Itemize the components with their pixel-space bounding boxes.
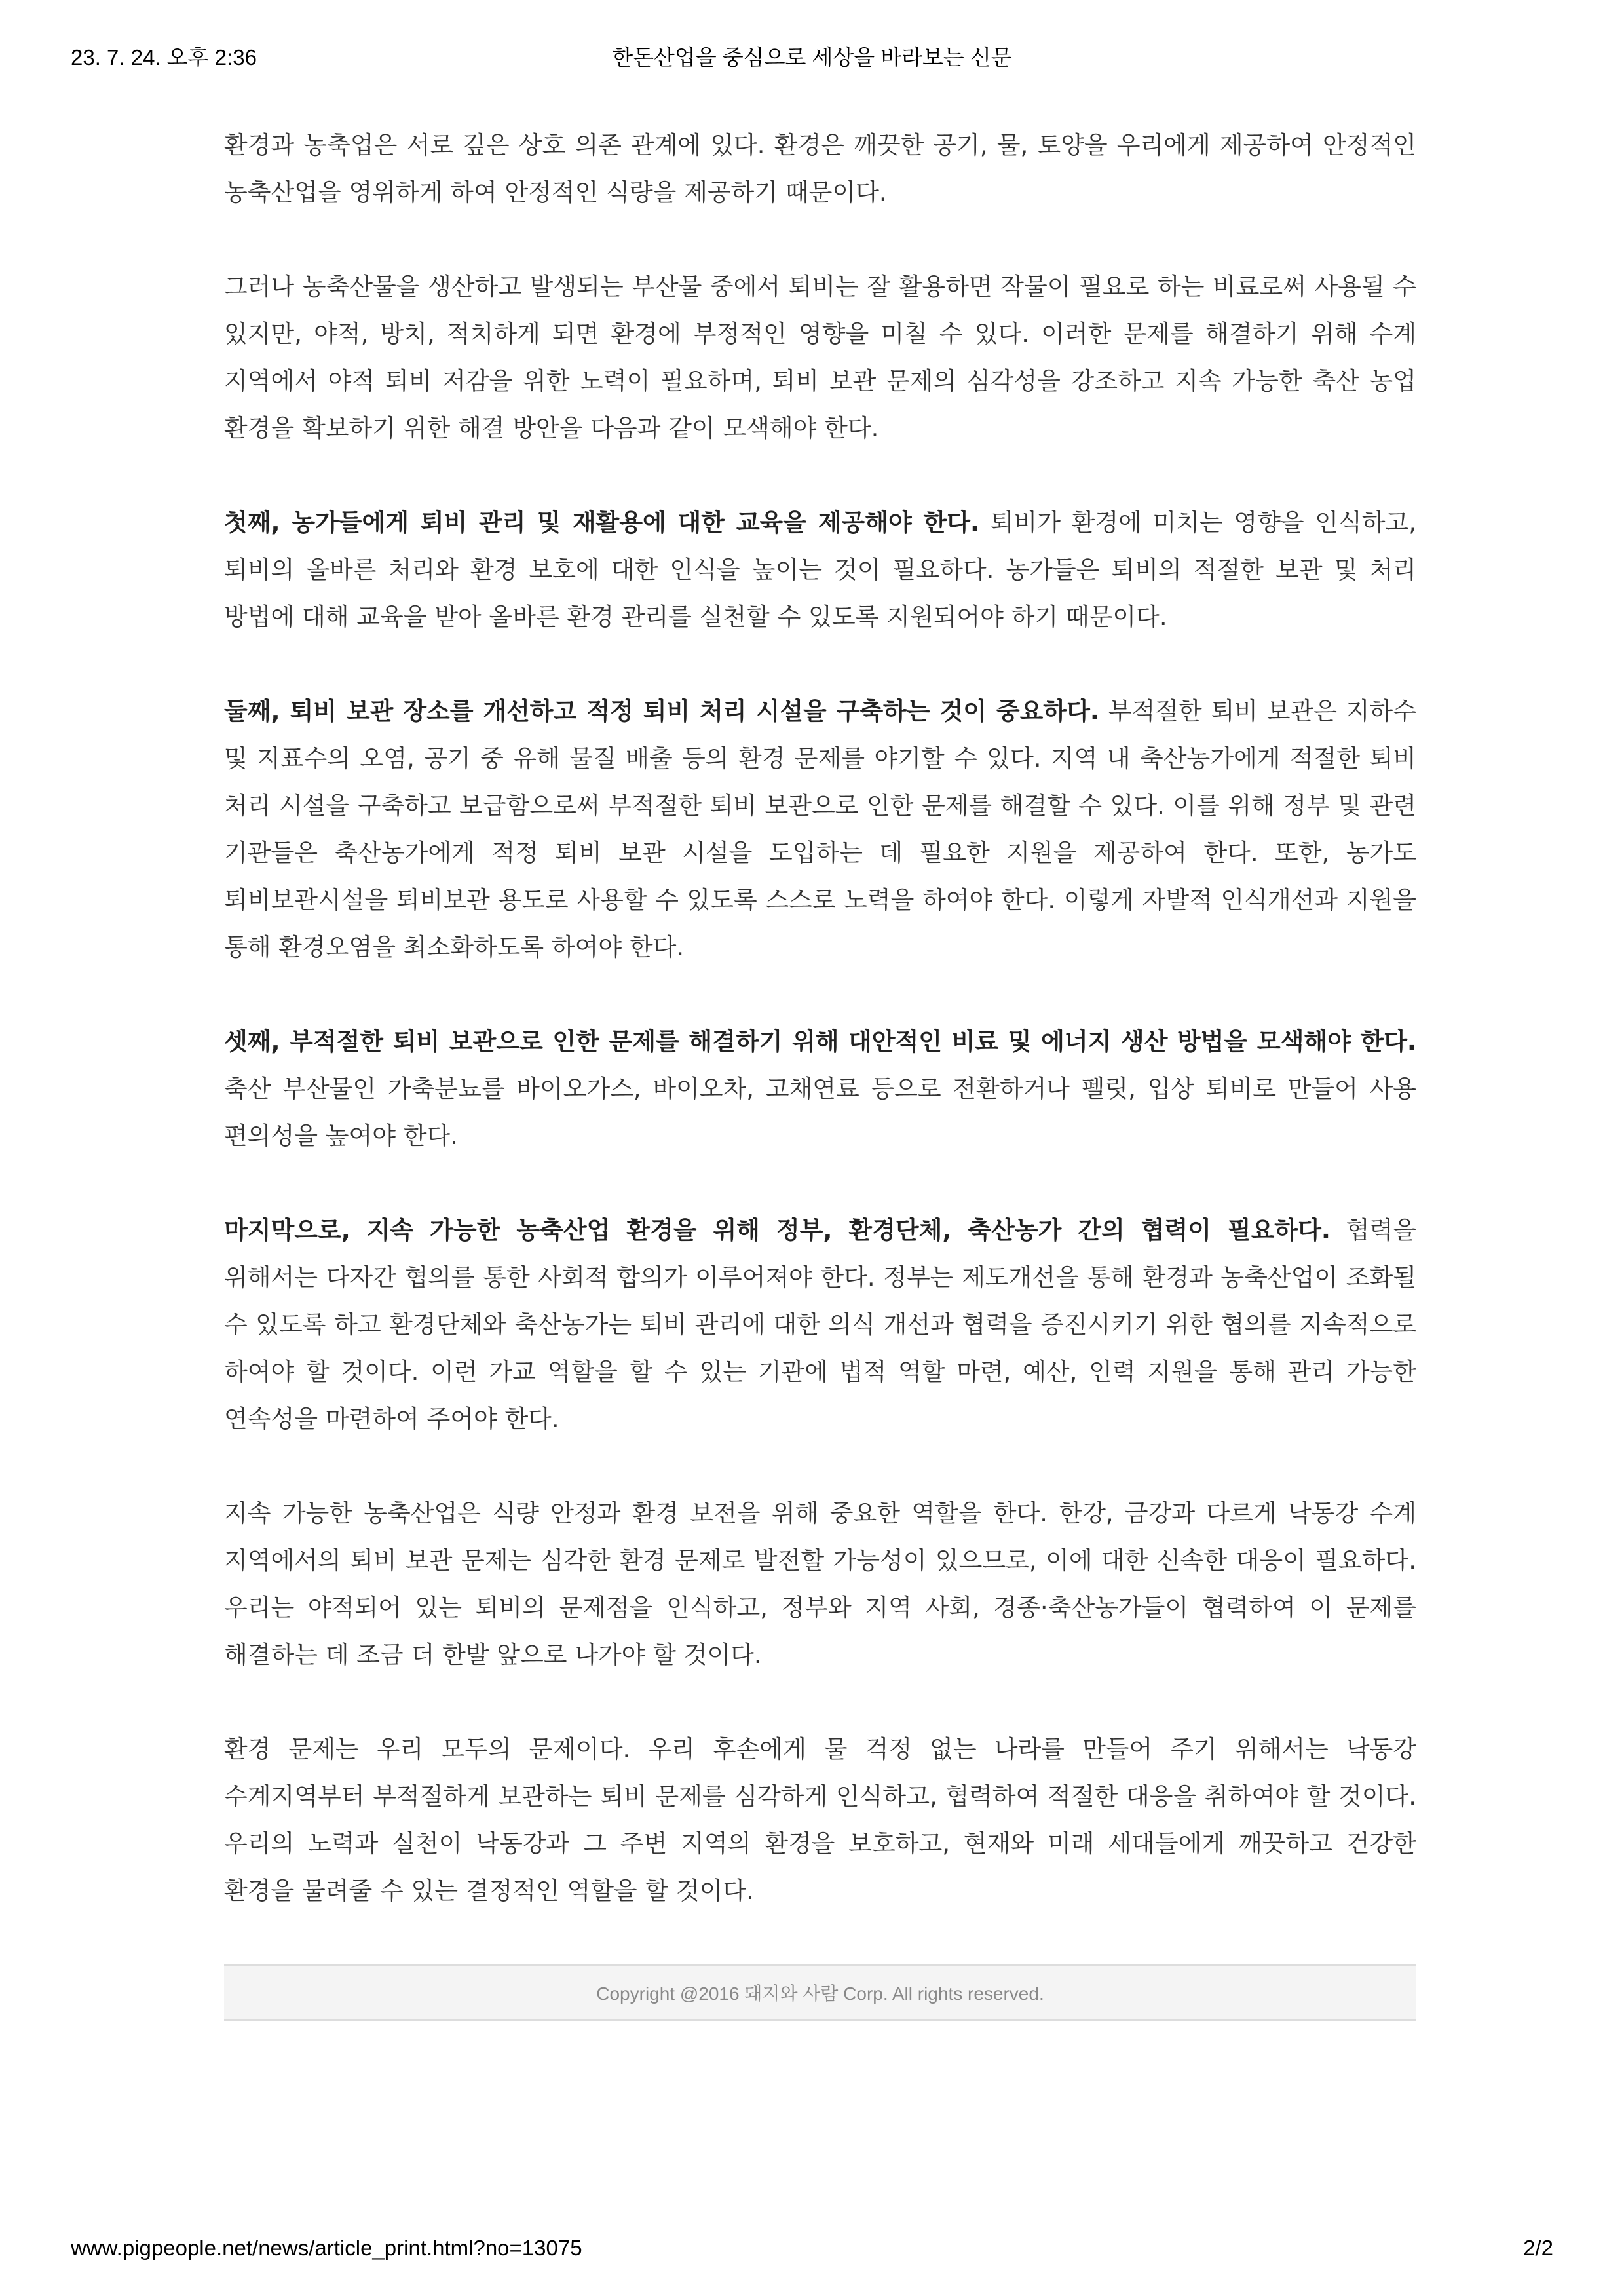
paragraph-text: 협력을 위해서는 다자간 협의를 통한 사회적 합의가 이루어져야 한다. 정부는 제도개선을 통해 환경과 농축산업이 조화될 수 있도록 하고 환경단체와 축산농가는 퇴비 관리에 대한 의식 개선과 협력을 증진시키기 위한 협의를 지속적으로 하여야 할 것이다. 이런 가교 역할을 할 수 있는 기관에 법적 역할 마련, 예산, 인력 지원을 통해 관리 가능한 연속성을 마련하여 주어야 한다.: [224, 1216, 1416, 1433]
site-title: 한돈산업을 중심으로 세상을 바라보는 신문: [612, 45, 1012, 69]
paragraph-text: 퇴비가 환경에 미치는 영향을 인식하고, 퇴비의 올바른 처리와 환경 보호에 대한 인식을 높이는 것이 필요하다. 농가들은 퇴비의 적절한 보관 및 처리 방법에 대해 교육을 받아 올바른 환경 관리를 실천할 수 있도록 지원되어야 하기 때문이다.: [224, 508, 1416, 631]
print-footer: [71, 2236, 1553, 2268]
print-datetime: 23. 7. 24. 오후 2:36: [71, 45, 257, 69]
copyright-text: Copyright @2016 돼지와 사람 Corp. All rights reserved.: [596, 1983, 1044, 2004]
paragraph-2: [224, 263, 1416, 452]
paragraph-7: [224, 1490, 1416, 1679]
paragraph-lead: 첫째, 농가들에게 퇴비 관리 및 재활용에 대한 교육을 제공해야 한다.: [224, 508, 980, 537]
paragraph-6: [224, 1207, 1416, 1443]
paragraph-text: 부적절한 퇴비 보관은 지하수 및 지표수의 오염, 공기 중 유해 물질 배출 등의 환경 문제를 야기할 수 있다. 지역 내 축산농가에게 적절한 퇴비 처리 시설을 구축하고 보급함으로써 부적절한 퇴비 보관으로 인한 문제를 해결할 수 있다. 이를 위해 정부 및 관련 기관들은 축산농가에게 적정 퇴비 보관 시설을 도입하는 데 필요한 지원을 제공하여 한다. 또한, 농가도 퇴비보관시설을 퇴비보관 용도로 사용할 수 있도록 스스로 노력을 하여야 한다. 이렇게 자발적 인식개선과 지원을 통해 환경오염을 최소화하도록 하여야 한다.: [224, 697, 1416, 961]
paragraph-3: [224, 499, 1416, 641]
article-body: [224, 122, 1416, 1962]
print-header: [71, 41, 1553, 80]
copyright-bar: [224, 1964, 1416, 2021]
article-url: www.pigpeople.net/news/article_print.html?no=13075: [71, 2236, 582, 2260]
paragraph-text: 환경 문제는 우리 모두의 문제이다. 우리 후손에게 물 걱정 없는 나라를 만들어 주기 위해서는 낙동강 수계지역부터 부적절하게 보관하는 퇴비 문제를 심각하게 인식하고, 협력하여 적절한 대응을 취하여야 할 것이다. 우리의 노력과 실천이 낙동강과 그 주변 지역의 환경을 보호하고, 현재와 미래 세대들에게 깨끗하고 건강한 환경을 물려줄 수 있는 결정적인 역할을 할 것이다.: [224, 1735, 1416, 1905]
paragraph-5: [224, 1018, 1416, 1160]
paragraph-1: [224, 122, 1416, 216]
paragraph-lead: 둘째, 퇴비 보관 장소를 개선하고 적정 퇴비 처리 시설을 구축하는 것이 중요하다.: [224, 697, 1099, 725]
paragraph-4: [224, 688, 1416, 971]
paragraph-8: [224, 1726, 1416, 1915]
page-number: 2/2: [1523, 2236, 1553, 2260]
paragraph-lead: 마지막으로, 지속 가능한 농축산업 환경을 위해 정부, 환경단체, 축산농가 간의 협력이 필요하다.: [224, 1216, 1331, 1244]
paragraph-text: 그러나 농축산물을 생산하고 발생되는 부산물 중에서 퇴비는 잘 활용하면 작물이 필요로 하는 비료로써 사용될 수 있지만, 야적, 방치, 적치하게 되면 환경에 부정적인 영향을 미칠 수 있다. 이러한 문제를 해결하기 위해 수계 지역에서 야적 퇴비 저감을 위한 노력이 필요하며, 퇴비 보관 문제의 심각성을 강조하고 지속 가능한 축산 농업 환경을 확보하기 위한 해결 방안을 다음과 같이 모색해야 한다.: [224, 273, 1416, 442]
paragraph-lead: 셋째, 부적절한 퇴비 보관으로 인한 문제를 해결하기 위해 대안적인 비료 및 에너지 생산 방법을 모색해야 한다.: [224, 1027, 1416, 1056]
paragraph-text: 환경과 농축업은 서로 깊은 상호 의존 관계에 있다. 환경은 깨끗한 공기, 물, 토양을 우리에게 제공하여 안정적인 농축산업을 영위하게 하여 안정적인 식량을 제공하기 때문이다.: [224, 131, 1416, 206]
paragraph-text: 축산 부산물인 가축분뇨를 바이오가스, 바이오차, 고채연료 등으로 전환하거나 펠릿, 입상 퇴비로 만들어 사용 편의성을 높여야 한다.: [224, 1075, 1416, 1150]
paragraph-text: 지속 가능한 농축산업은 식량 안정과 환경 보전을 위해 중요한 역할을 한다. 한강, 금강과 다르게 낙동강 수계 지역에서의 퇴비 보관 문제는 심각한 환경 문제로 발전할 가능성이 있으므로, 이에 대한 신속한 대응이 필요하다. 우리는 야적되어 있는 퇴비의 문제점을 인식하고, 정부와 지역 사회, 경종·축산농가들이 협력하여 이 문제를 해결하는 데 조금 더 한발 앞으로 나가야 할 것이다.: [224, 1499, 1416, 1669]
